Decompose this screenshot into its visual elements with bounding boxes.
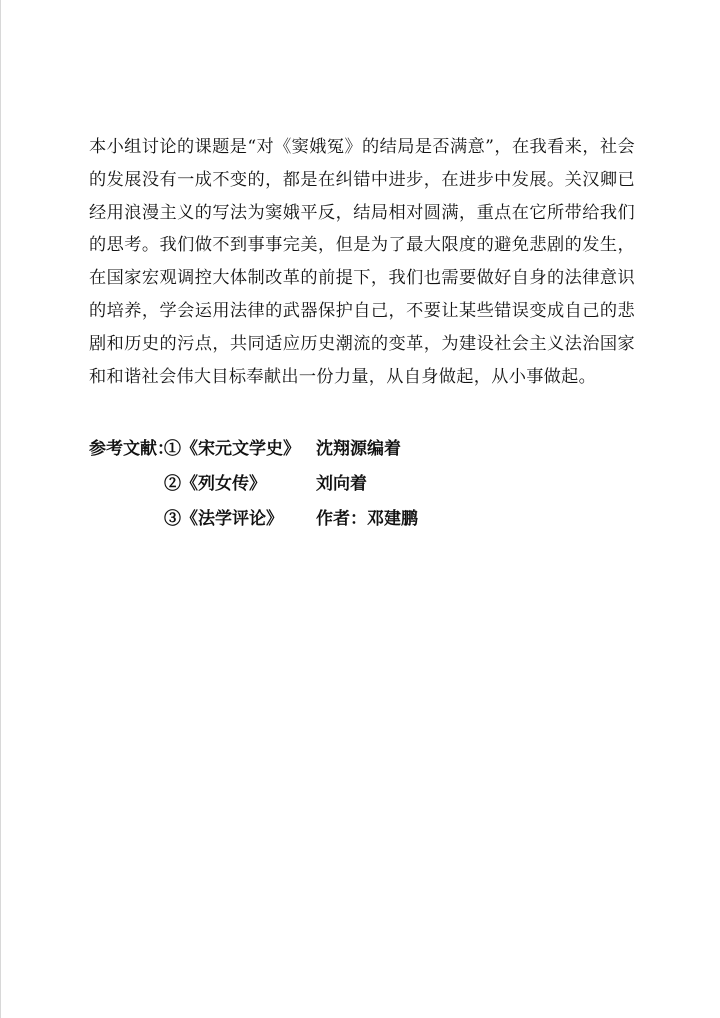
reference-title: ③《法学评论》	[164, 509, 283, 529]
body-paragraph: 本小组讨论的课题是“对《窦娥冤》的结局是否满意”，在我看来，社会的发展没有一成不变的，都是在纠错中进步，在进步中发展。关汉卿已经用浪漫主义的写法为窦娥平反，结局相对圆满，重点在它所带给我们的思考。我们做不到事事完美，但是为了最大限度的避免悲剧的发生，在国家宏观调控大体制改革的前提下，我们也需要做好自身的法律意识的培养，学会运用法律的武器保护自己，不要让某些错误变成自己的悲剧和历史的污点，共同适应历史潮流的变革，为建设社会主义法治国家和和谐社会伟大目标奉献出一份力量，从自身做起，从小事做起。	[89, 137, 635, 387]
reference-item	[89, 467, 649, 502]
page-border	[0, 0, 1, 1018]
references-label: 参考文献：	[89, 439, 174, 459]
reference-author: 作者：邓建鹏	[316, 509, 418, 529]
reference-item	[89, 502, 649, 537]
reference-author: 沈翔源编着	[316, 439, 401, 459]
reference-item	[89, 432, 649, 467]
references-section	[89, 432, 649, 537]
reference-author: 刘向着	[316, 474, 367, 494]
reference-title: ②《列女传》	[164, 474, 266, 494]
reference-title: ①《宋元文学史》	[164, 439, 300, 459]
